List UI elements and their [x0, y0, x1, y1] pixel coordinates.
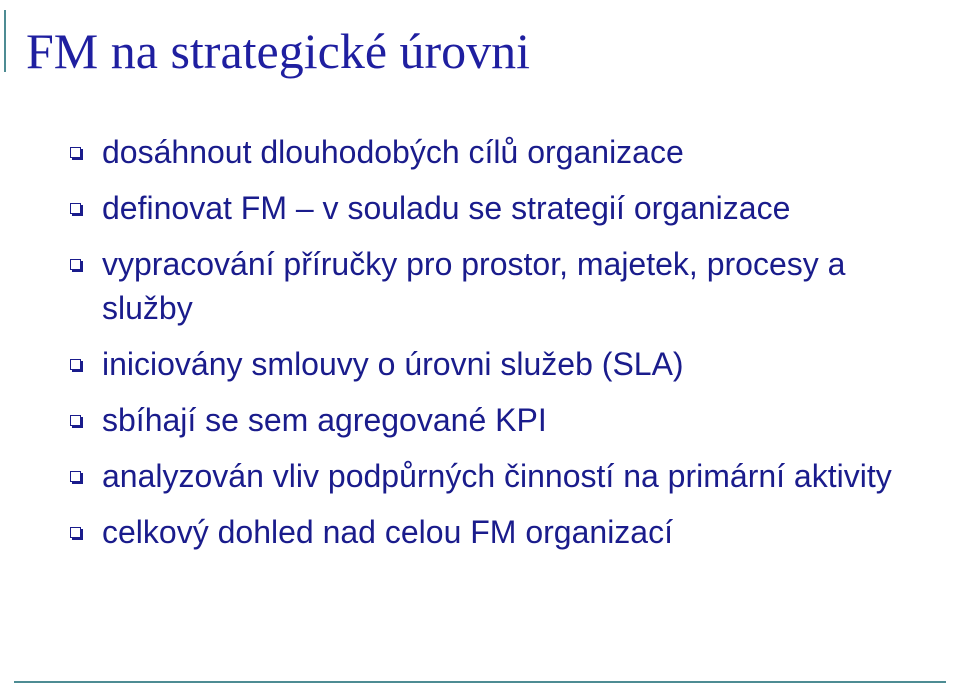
bullet-text: sbíhají se sem agregované KPI	[102, 402, 547, 438]
bullet-text: dosáhnout dlouhodobých cílů organizace	[102, 134, 684, 170]
bullet-item	[64, 342, 944, 386]
bullet-list	[64, 130, 944, 566]
square-bullet-icon	[70, 415, 81, 426]
square-bullet-icon	[70, 259, 81, 270]
bullet-text: iniciovány smlouvy o úrovni služeb (SLA)	[102, 346, 684, 382]
square-bullet-icon	[70, 203, 81, 214]
square-bullet-icon	[70, 147, 81, 158]
bullet-text: vypracování příručky pro prostor, majetek, procesy a služby	[102, 246, 846, 326]
slide-title: FM na strategické úrovni	[26, 23, 531, 79]
square-bullet-icon	[70, 527, 81, 538]
square-bullet-icon	[70, 359, 81, 370]
bullet-item	[64, 398, 944, 442]
square-bullet-icon	[70, 471, 81, 482]
bullet-text: definovat FM – v souladu se strategií organizace	[102, 190, 791, 226]
bullet-item	[64, 186, 944, 230]
bullet-text: analyzován vliv podpůrných činností na primární aktivity	[102, 458, 892, 494]
bullet-text: celkový dohled nad celou FM organizací	[102, 514, 673, 550]
bullet-item	[64, 130, 944, 174]
bullet-item	[64, 454, 944, 498]
bullet-item	[64, 510, 944, 554]
footer-rule	[14, 681, 946, 683]
title-accent-rule	[4, 10, 6, 72]
bullet-item	[64, 242, 944, 330]
